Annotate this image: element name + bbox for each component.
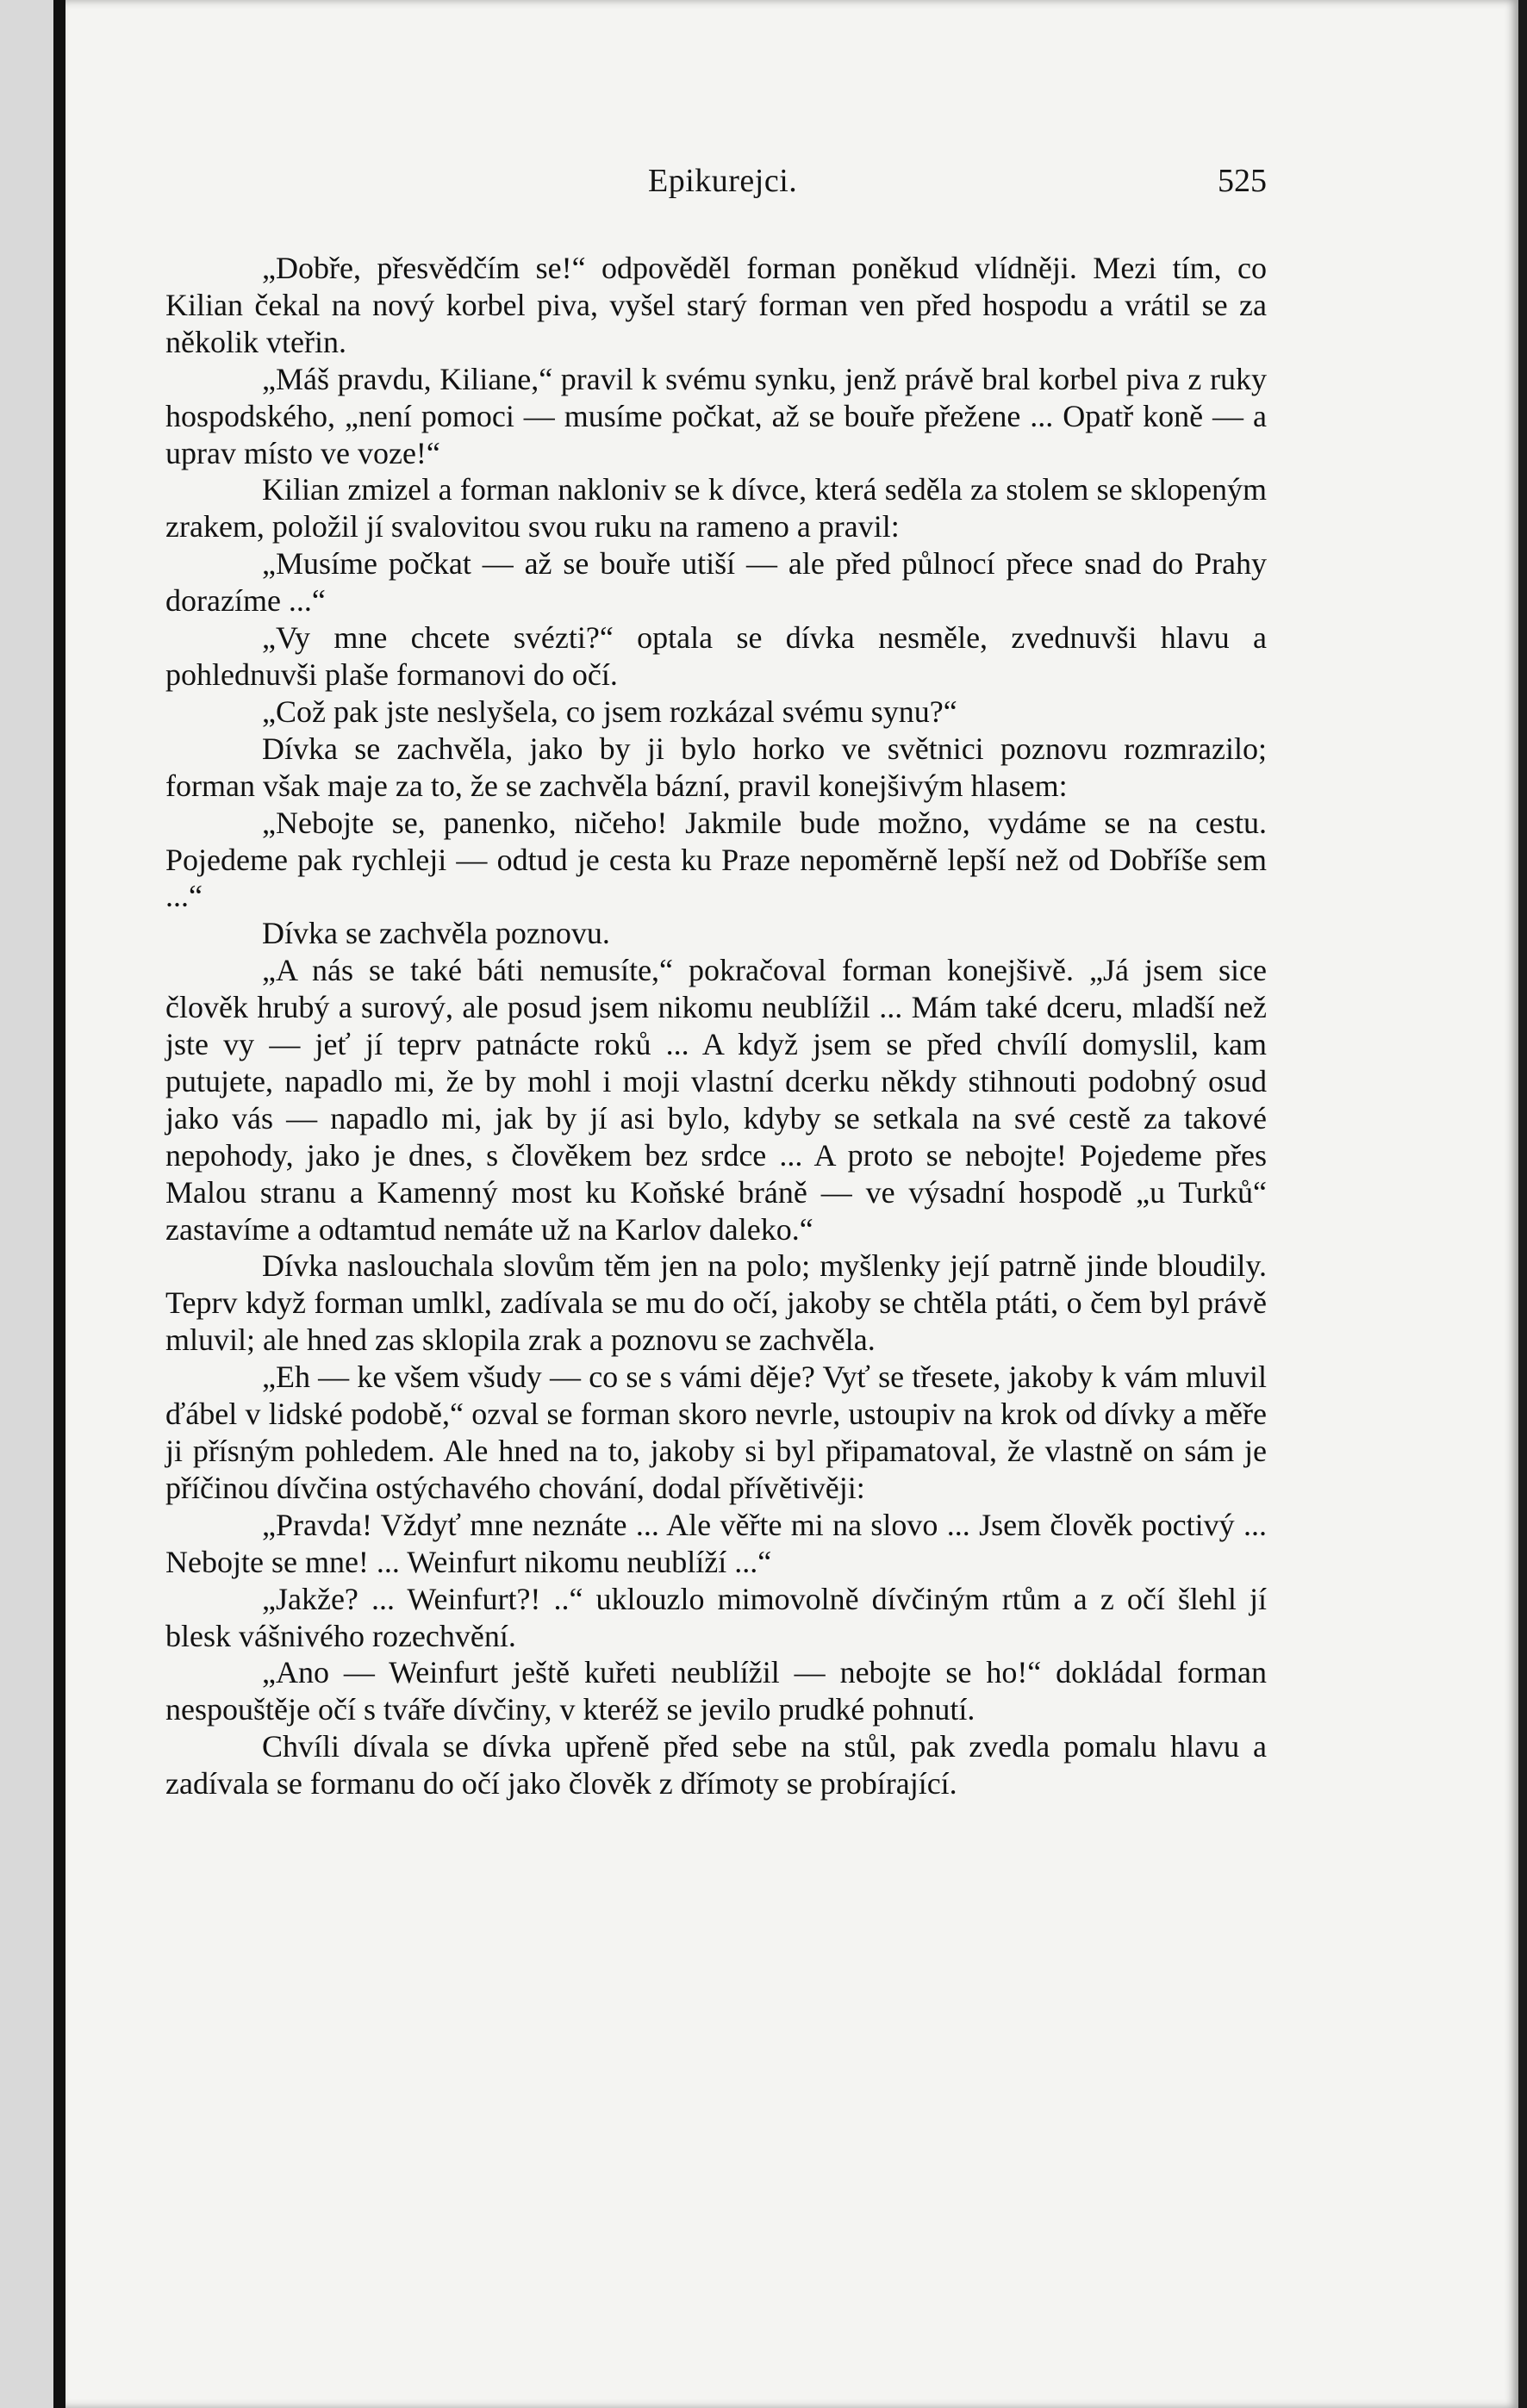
scan-gutter-shadow xyxy=(53,0,65,2408)
scan-right-edge xyxy=(1518,0,1527,2408)
paragraph: „Vy mne chcete svézti?“ optala se dívka nesměle, zvednuvši hlavu a pohlednuvši plaše formanovi do očí. xyxy=(165,620,1267,692)
paragraph: Dívka se zachvěla, jako by ji bylo horko ve světnici poznovu rozmrazilo; forman však maje za to, že se zachvěla bázní, pravil konejšivým hlasem: xyxy=(165,731,1267,803)
paragraph: Dívka se zachvěla poznovu. xyxy=(262,916,610,951)
page-header xyxy=(165,162,1267,214)
page-number: 525 xyxy=(1218,163,1267,199)
paragraph: „Ano — Weinfurt ještě kuřeti neublížil — nebojte se ho!“ dokládal forman nespouštěje očí s tváře dívčiny, v kteréž se jevilo prudké pohnutí. xyxy=(165,1655,1267,1727)
paragraph: „Máš pravdu, Kiliane,“ pravil k svému synku, jenž právě bral korbel piva z ruky hospodského, „není pomoci — musíme počkat, až se bouře přežene ... Opatř koně — a uprav místo ve voze!“ xyxy=(165,361,1267,470)
paragraph: „Musíme počkat — až se bouře utiší — ale před půlnocí přece snad do Prahy dorazíme ...“ xyxy=(165,546,1267,619)
running-title: Epikurejci. xyxy=(648,163,798,199)
paragraph: Kilian zmizel a forman nakloniv se k dívce, která seděla za stolem se sklopeným zrakem, položil jí svalovitou svou ruku na rameno a pravil: xyxy=(165,472,1267,544)
paragraph: Dívka naslouchala slovům těm jen na polo; myšlenky její patrně jinde bloudily. Teprv když forman umlkl, zadívala se mu do očí, jakoby se chtěla ptáti, o čem byl právě mluvil; ale hned zas sklopila zrak a poznovu se zachvěla. xyxy=(165,1248,1267,1358)
paragraph: Chvíli dívala se dívka upřeně před sebe na stůl, pak zvedla pomalu hlavu a zadívala se formanu do očí jako člověk z dřímoty se probírající. xyxy=(165,1729,1267,1801)
body-text xyxy=(165,250,1267,1802)
scan-left-margin xyxy=(0,0,53,2408)
paragraph: „Dobře, přesvědčím se!“ odpověděl forman poněkud vlídněji. Mezi tím, co Kilian čekal na nový korbel piva, vyšel starý forman ven před hospodu a vrátil se za několik vteřin. xyxy=(165,251,1267,359)
paragraph: „Jakže? ... Weinfurt?! ..“ uklouzlo mimovolně dívčiným rtům a z očí šlehl jí blesk vášnivého rozechvění. xyxy=(165,1581,1267,1653)
paragraph: „Pravda! Vždyť mne neznáte ... Ale věřte mi na slovo ... Jsem člověk poctivý ... Nebojte se mne! ... Weinfurt nikomu neublíží ...“ xyxy=(165,1507,1267,1579)
paragraph: „Což pak jste neslyšela, co jsem rozkázal svému synu?“ xyxy=(262,694,957,729)
paragraph: „Eh — ke všem všudy — co se s vámi děje? Vyť se třesete, jakoby k vám mluvil ďábel v lidské podobě,“ ozval se forman skoro nevrle, ustoupiv na krok od dívky a měře ji přísným pohledem. Ale hned na to, jakoby si byl připamatoval, že vlastně on sám je příčinou dívčina ostýchavého chování, dodal přívětivěji: xyxy=(165,1360,1267,1505)
paragraph: „A nás se také báti nemusíte,“ pokračoval forman konejšivě. „Já jsem sice člověk hrubý a surový, ale posud jsem nikomu neublížil ... Mám také dceru, mladší než jste vy — jeť jí teprv patnácte roků ... A když jsem se před chvílí domyslil, kam putujete, napadlo mi, že by mohl i moji vlastní dcerku někdy stihnouti podobný osud jako vás — napadlo mi, jak by jí asi bylo, kdyby se setkala na své cestě za takové nepohody, jako je dnes, s člověkem bez srdce ... A proto se nebojte! Pojedeme přes Malou stranu a Kamenný most ku Koňské bráně — ve výsadní hospodě „u Turků“ zastavíme a odtamtud nemáte už na Karlov daleko.“ xyxy=(165,953,1267,1247)
paragraph: „Nebojte se, panenko, ničeho! Jakmile bude možno, vydáme se na cestu. Pojedeme pak rychleji — odtud je cesta ku Praze nepoměrně lepší než od Dobříše sem ...“ xyxy=(165,805,1267,914)
